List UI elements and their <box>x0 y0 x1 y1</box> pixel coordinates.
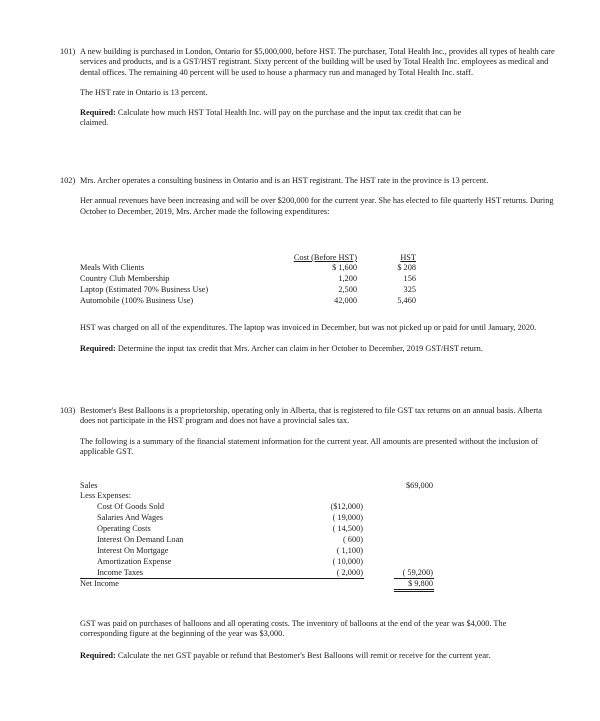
table-cell-hst: 325 <box>403 285 416 294</box>
expense-label: Interest On Demand Loan <box>97 535 184 544</box>
expense-value: ( 2,000) <box>336 568 363 577</box>
required-text <box>60 108 555 129</box>
question-intro: Bestomer's Best Balloons is a proprietorship, operating only in Alberta, that is registered to file GST tax returns on an annual basis. Alberta does not participate in the HST program and does not have a provincial sales tax. <box>80 406 542 426</box>
net-income-value: $ 9,800 <box>408 579 433 588</box>
table-cell-hst: 156 <box>403 274 416 283</box>
required-label: Required: <box>80 344 116 354</box>
expense-value: ( 10,000) <box>332 557 363 566</box>
expense-label: Amortization Expense <box>97 557 172 566</box>
expense-value: ($12,000) <box>330 502 363 511</box>
column-header-cost: Cost (Before HST) <box>293 253 357 262</box>
required-body: Determine the input tax credit that Mrs. Archer can claim in her October to December, 2019 GST/HST return. <box>115 344 483 354</box>
table-cell-cost: 42,000 <box>334 296 357 305</box>
question-intro: Mrs. Archer operates a consulting business in Ontario and is an HST registrant. The HST rate in the province is 13 percent. <box>80 176 489 185</box>
question-paragraph: Her annual revenues have been increasing and will be over $200,000 for the current year. She has elected to file quarterly HST returns. During October to December, 2019, Mrs. Archer made the following expenditures: <box>80 196 554 216</box>
table-row-label: Country Club Membership <box>80 274 170 283</box>
expense-value: ( 600) <box>342 535 363 544</box>
total-expenses-value: ( 59,200) <box>402 568 433 577</box>
required-body: Calculate the net GST payable or refund that Bestomer's Best Balloons will remit or receive for the current year. <box>115 650 491 660</box>
table-cell-cost: 1,200 <box>338 274 357 283</box>
question-note: HST was charged on all of the expenditures. The laptop was invoiced in December, but was not picked up or paid for until January, 2020. <box>80 323 537 332</box>
sales-value: $69,000 <box>406 481 433 490</box>
table-cell-hst: $ 208 <box>397 263 416 272</box>
income-statement <box>80 481 440 606</box>
column-header-hst: HST <box>400 253 416 262</box>
table-cell-cost: 2,500 <box>338 285 357 294</box>
double-underline <box>394 591 434 592</box>
required-label: Required: <box>80 650 116 660</box>
table-row-label: Meals With Clients <box>80 263 145 272</box>
expense-value: ( 19,000) <box>332 513 363 522</box>
expense-label: Salaries And Wages <box>97 513 164 522</box>
question-number: 103) <box>60 406 76 415</box>
question-text: A new building is purchased in London, Ontario for $5,000,000, before HST. The purchaser, Total Health Inc., provides all types of health care services and products, and is a GST/HST registrant. Sixty percent of the building will be used by Total Health Inc. employees as medical and dental offices. The remaining 40 percent will be used to house a pharmacy run and managed by Total Health Inc. staff. <box>80 47 555 77</box>
question-102 <box>60 176 555 217</box>
question-103 <box>60 406 555 457</box>
expenditure-table <box>80 253 420 313</box>
question-103-continued <box>60 619 555 661</box>
table-cell-hst: 5,460 <box>397 296 416 305</box>
required-text <box>60 344 555 354</box>
required-text <box>60 651 555 661</box>
question-paragraph: The following is a summary of the financial statement information for the current year. All amounts are presented without the inclusion of applicable GST. <box>80 436 539 456</box>
expense-label: Cost Of Goods Sold <box>97 502 165 511</box>
double-underline <box>394 589 434 590</box>
question-101 <box>60 47 555 129</box>
table-row-label: Automobile (100% Business Use) <box>80 296 194 305</box>
table-cell-cost: $ 1,600 <box>332 263 357 272</box>
expense-label: Income Taxes <box>97 568 144 577</box>
hst-rate-note: The HST rate in Ontario is 13 percent. <box>80 87 208 97</box>
required-body: Calculate how much HST Total Health Inc. will pay on the purchase and the input tax credit that can be claimed. <box>80 108 462 128</box>
expense-value: ( 1,100) <box>336 546 363 555</box>
sales-label: Sales <box>80 481 98 490</box>
net-income-label: Net Income <box>80 579 119 588</box>
question-note: GST was paid on purchases of balloons and all operating costs. The inventory of balloons at the end of the year was $4,000. The corresponding figure at the beginning of the year was $3,000. <box>80 619 507 639</box>
less-expenses-label: Less Expenses: <box>80 491 131 500</box>
question-102-continued <box>60 323 555 355</box>
divider-line <box>80 578 364 579</box>
question-number: 101) <box>60 47 76 56</box>
expense-label: Operating Costs <box>97 524 151 533</box>
expense-label: Interest On Mortgage <box>97 546 169 555</box>
question-number: 102) <box>60 176 76 185</box>
required-label: Required: <box>80 108 116 118</box>
expense-value: ( 14,500) <box>332 524 363 533</box>
table-row-label: Laptop (Estimated 70% Business Use) <box>80 285 209 294</box>
